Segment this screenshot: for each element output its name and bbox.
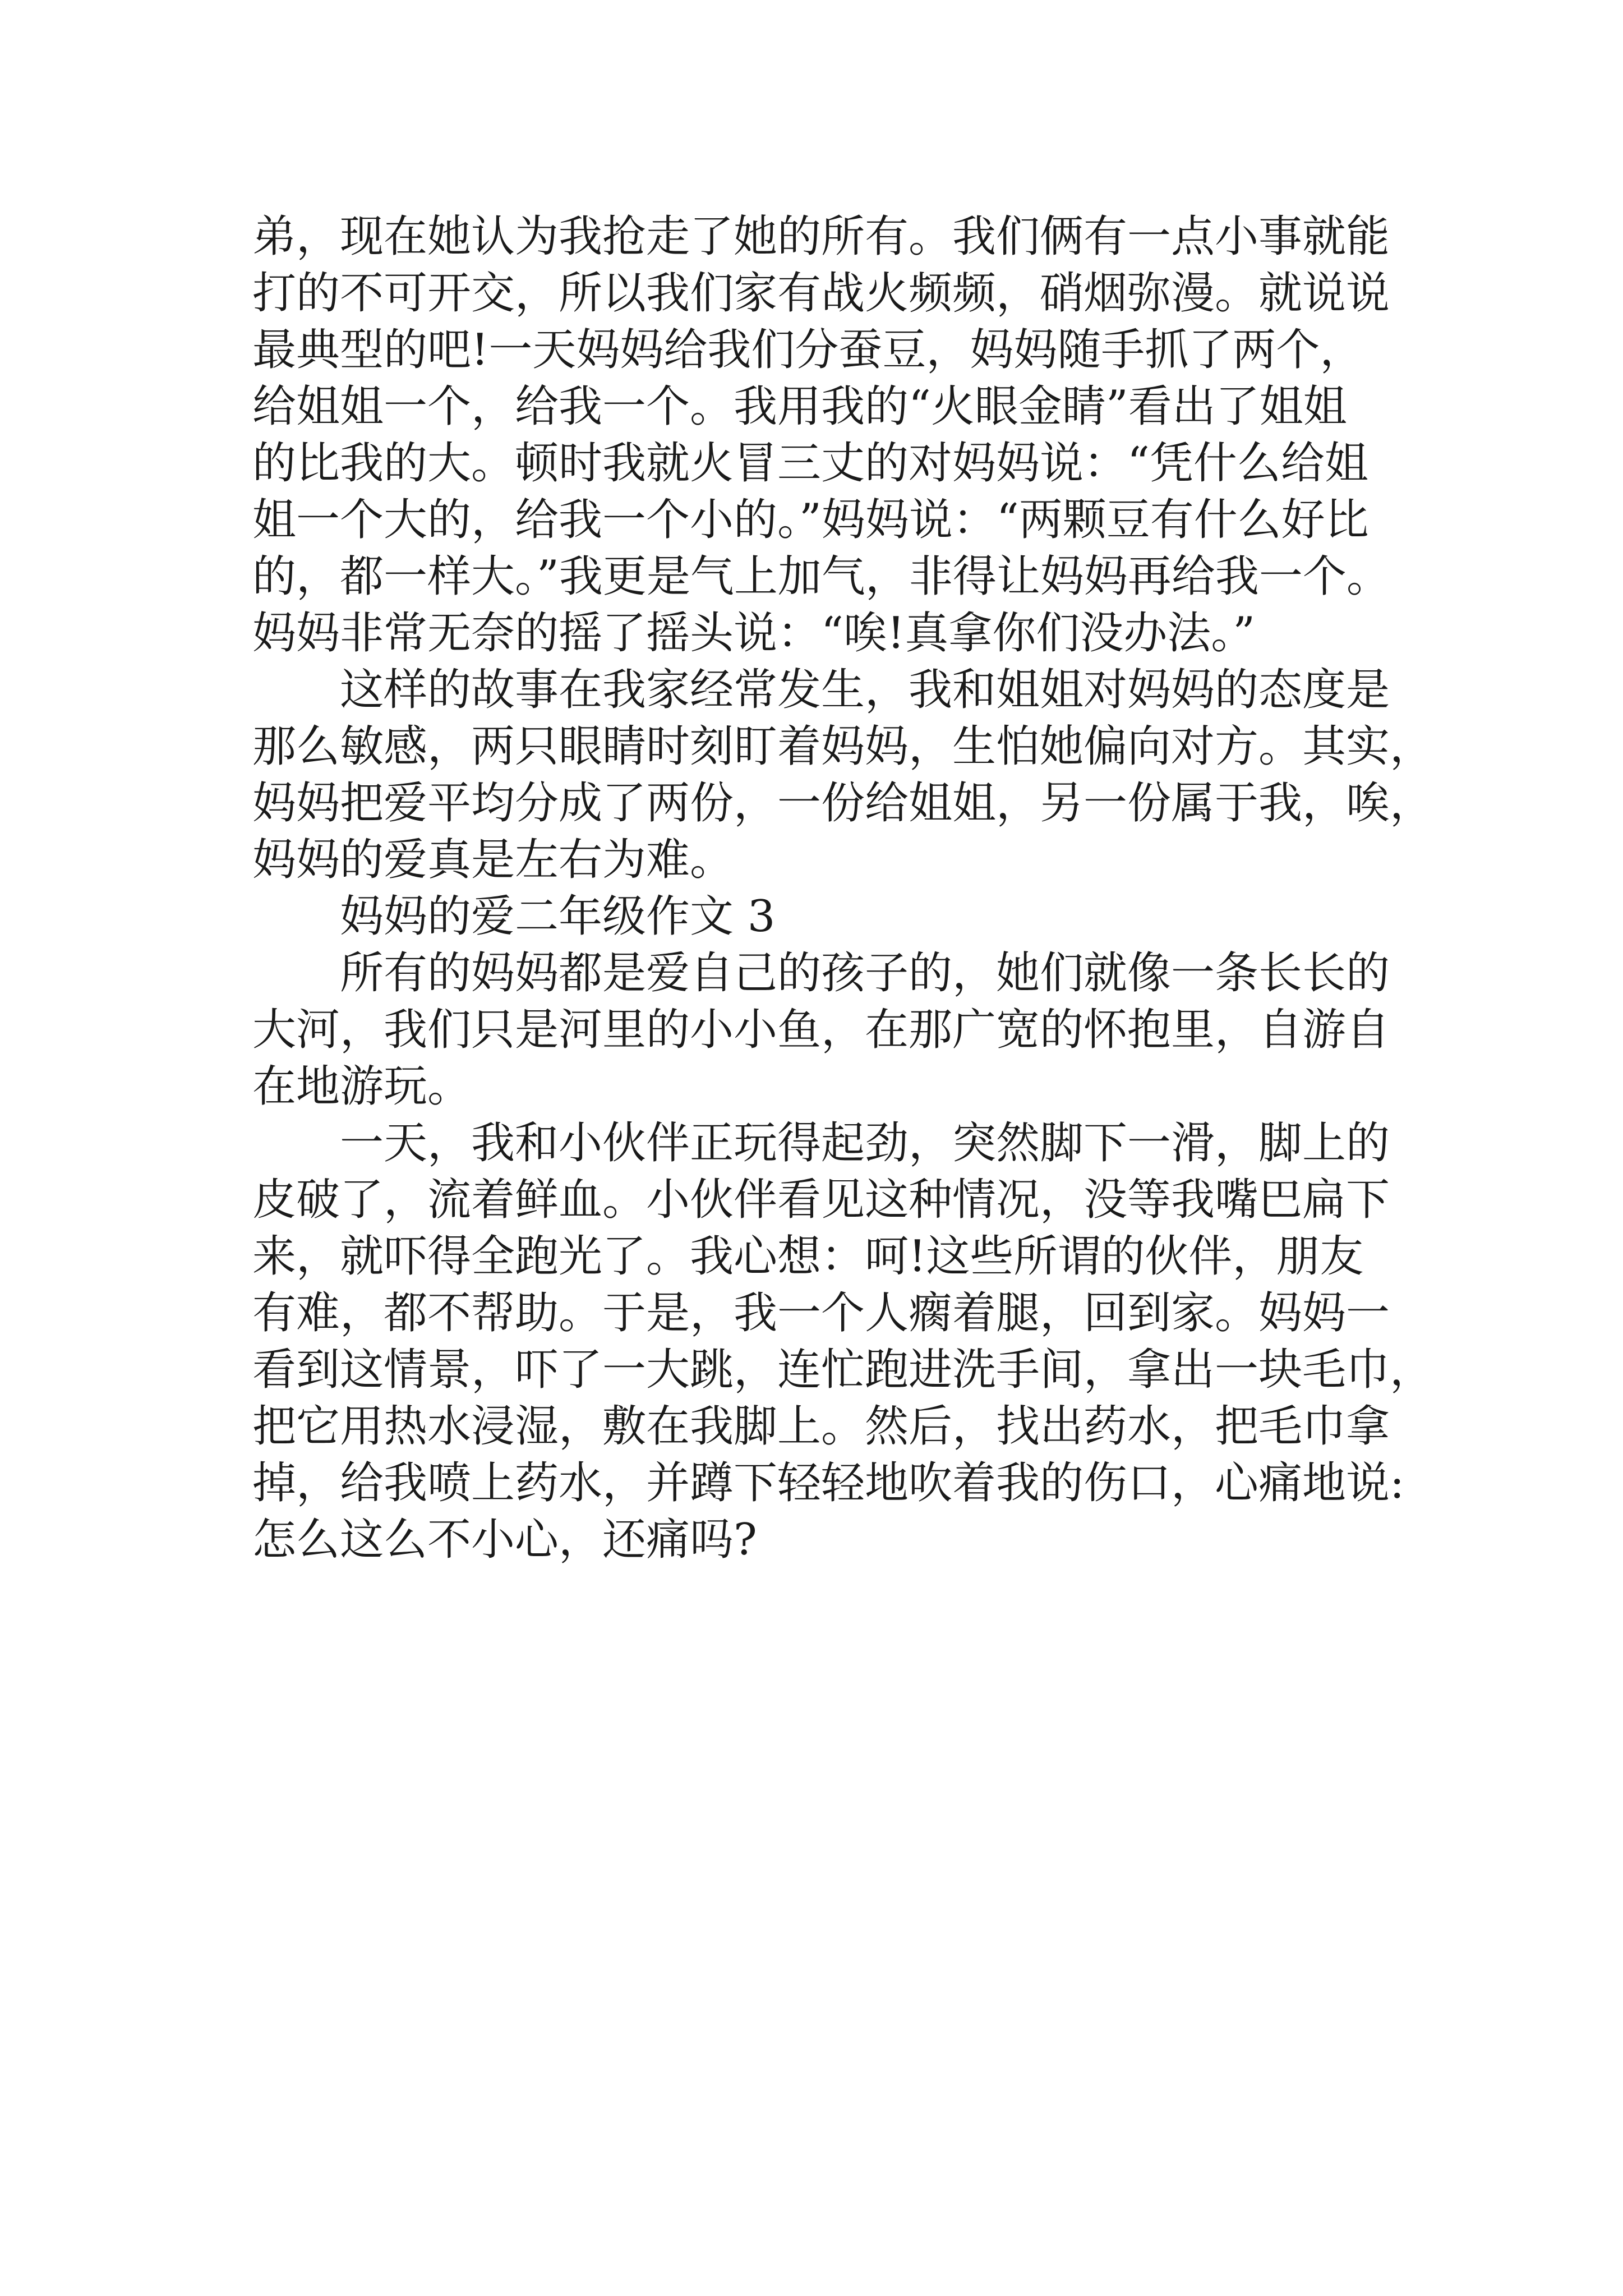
text-line: 那么敏感，两只眼睛时刻盯着妈妈，生怕她偏向对方。其实，	[252, 721, 1434, 772]
text-line: 的比我的大。顿时我就火冒三丈的对妈妈说：“凭什么给姐	[252, 438, 1368, 489]
text-line: 最典型的吧!一天妈妈给我们分蚕豆，妈妈随手抓了两个，	[252, 325, 1364, 375]
essay-body	[252, 209, 1434, 1568]
text-line: 给姐姐一个，给我一个。我用我的“火眼金睛”看出了姐姐	[252, 381, 1347, 432]
text-line: 把它用热水浸湿，敷在我脚上。然后，找出药水，把毛巾拿	[252, 1401, 1390, 1452]
paragraph-start-line: 一天，我和小伙伴正玩得起劲，突然脚下一滑，脚上的	[340, 1118, 1390, 1168]
text-line: 的，都一样大。”我更是气上加气，非得让妈妈再给我一个。	[252, 551, 1390, 602]
paragraph-start-line: 这样的故事在我家经常发生，我和姐姐对妈妈的态度是	[340, 665, 1390, 715]
text-line: 看到这情景，吓了一大跳，连忙跑进洗手间，拿出一块毛巾，	[252, 1345, 1434, 1395]
paragraph-start-line: 所有的妈妈都是爱自己的孩子的，她们就像一条长长的	[340, 948, 1390, 999]
text-line: 来，就吓得全跑光了。我心想：呵!这些所谓的伙伴，朋友	[252, 1231, 1364, 1282]
section-heading: 妈妈的爱二年级作文 3	[340, 891, 776, 942]
text-line: 皮破了，流着鲜血。小伙伴看见这种情况，没等我嘴巴扁下	[252, 1175, 1390, 1225]
text-line: 有难，都不帮助。于是，我一个人瘸着腿，回到家。妈妈一	[252, 1288, 1390, 1338]
text-line: 打的不可开交，所以我们家有战火频频，硝烟弥漫。就说说	[252, 268, 1390, 319]
text-line: 大河，我们只是河里的小小鱼，在那广宽的怀抱里，自游自	[252, 1005, 1390, 1055]
text-line: 妈妈非常无奈的摇了摇头说：“唉!真拿你们没办法。”	[252, 608, 1256, 659]
text-line: 掉，给我喷上药水，并蹲下轻轻地吹着我的伤口，心痛地说:	[252, 1458, 1405, 1508]
text-line: 在地游玩。	[252, 1061, 472, 1112]
text-line: 弟，现在她认为我抢走了她的所有。我们俩有一点小事就能	[252, 211, 1390, 262]
text-line: 姐一个大的，给我一个小的。”妈妈说：“两颗豆有什么好比	[252, 495, 1369, 545]
text-line: 妈妈把爱平均分成了两份，一份给姐姐，另一份属于我，唉，	[252, 778, 1434, 829]
text-line: 妈妈的爱真是左右为难。	[252, 835, 734, 885]
text-line: 怎么这么不小心，还痛吗?	[252, 1515, 757, 1565]
